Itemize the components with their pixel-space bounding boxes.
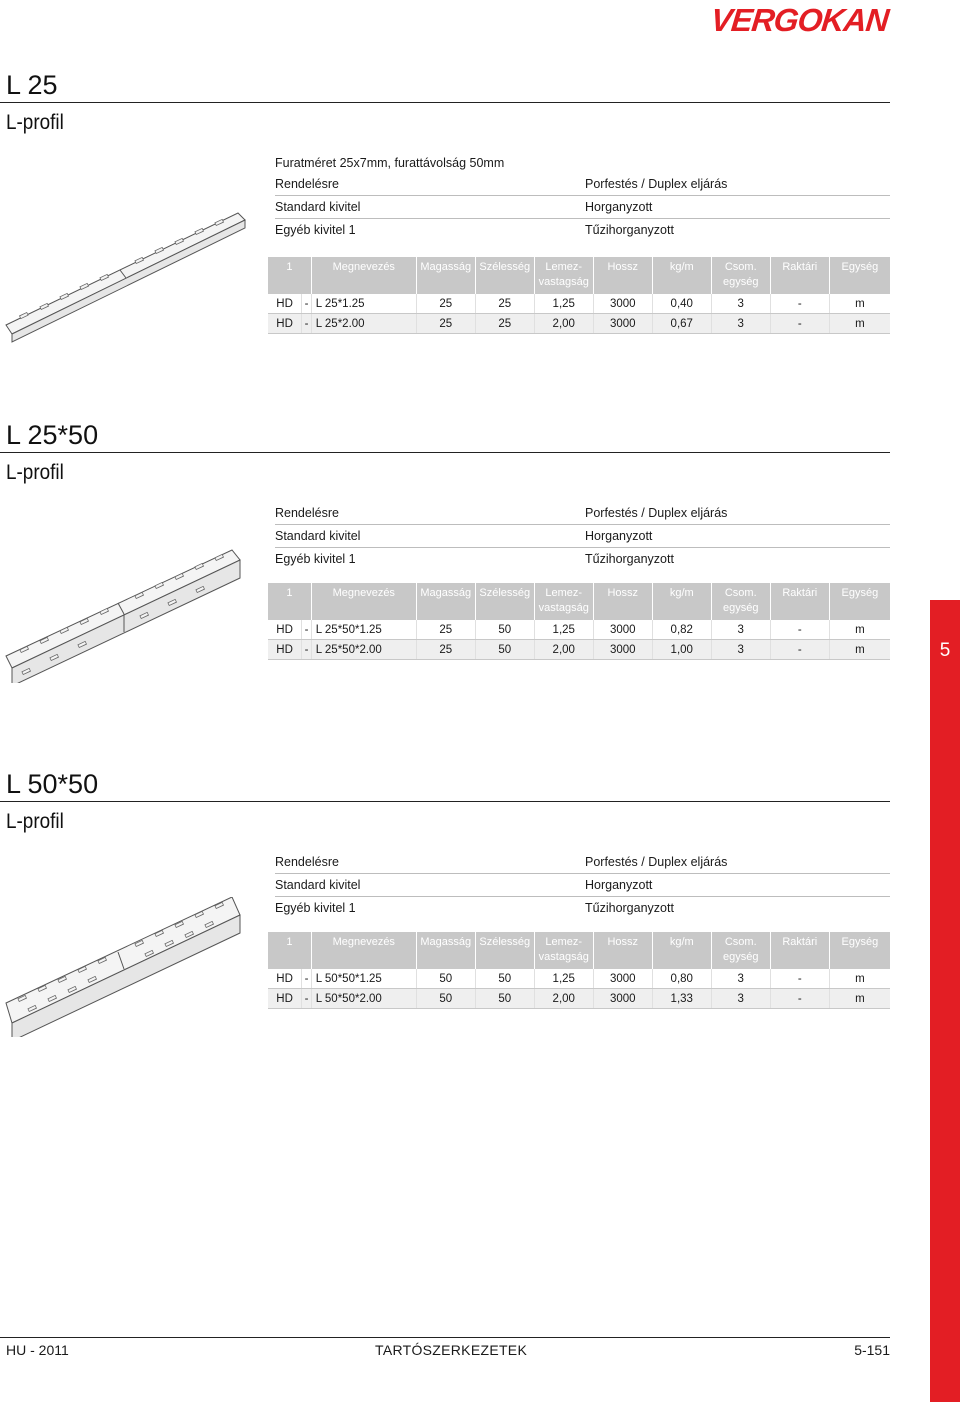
cell: 1,33 xyxy=(652,989,711,1009)
cell: 3 xyxy=(711,314,770,334)
col-header: kg/m xyxy=(652,932,711,969)
chapter-number: 5 xyxy=(939,640,951,661)
table-header-row xyxy=(268,257,890,294)
cell: 0,67 xyxy=(652,314,711,334)
col-header-line: egység xyxy=(723,951,759,963)
col-header: Megnevezés xyxy=(311,932,416,969)
brand-logo-text: VERGOKAN xyxy=(709,1,890,38)
table-row xyxy=(268,969,890,989)
table-row xyxy=(268,620,890,640)
footer-chapter-title: TARTÓSZERKEZETEK xyxy=(375,1342,528,1358)
cell: 1,00 xyxy=(652,640,711,660)
col-header: Magasság xyxy=(416,932,475,969)
col-header-line: vastagság xyxy=(538,276,589,288)
option-value: Tűzihorganyzott xyxy=(585,223,674,237)
cell: 1,25 xyxy=(534,620,593,640)
table-row xyxy=(268,314,890,334)
col-header xyxy=(534,257,593,294)
option-row xyxy=(275,219,890,241)
col-header xyxy=(534,583,593,620)
cell: 50 xyxy=(475,620,534,640)
cell: - xyxy=(302,620,312,640)
cell: - xyxy=(770,294,829,314)
cell: HD xyxy=(268,989,302,1009)
col-header: Szélesség xyxy=(475,257,534,294)
option-label: Rendelésre xyxy=(275,855,339,869)
col-header: Hossz xyxy=(593,257,652,294)
brand-logo xyxy=(711,2,888,38)
table-row xyxy=(268,989,890,1009)
cell: 2,00 xyxy=(534,314,593,334)
option-label: Rendelésre xyxy=(275,177,339,191)
table-row xyxy=(268,294,890,314)
col-header-line: Lemez- xyxy=(545,261,583,273)
cell: L 50*50*2.00 xyxy=(311,989,416,1009)
cell: 25 xyxy=(475,294,534,314)
section-subtitle: L-profil xyxy=(6,461,64,484)
cell: - xyxy=(770,969,829,989)
table-header-row xyxy=(268,932,890,969)
product-table xyxy=(268,583,890,660)
option-label: Standard kivitel xyxy=(275,529,361,543)
table-header-row xyxy=(268,583,890,620)
cell: - xyxy=(770,314,829,334)
col-header-line: Lemez- xyxy=(545,936,583,948)
col-header: Hossz xyxy=(593,932,652,969)
cell: 50 xyxy=(416,989,475,1009)
option-row xyxy=(275,548,890,570)
option-row xyxy=(275,525,890,548)
chapter-tab xyxy=(930,600,960,1402)
section-title: L 50*50 xyxy=(6,769,99,799)
option-value: Horganyzott xyxy=(585,878,653,892)
col-header-line: Csom. xyxy=(724,261,757,273)
col-header: Egység xyxy=(829,257,890,294)
page-footer xyxy=(0,1337,890,1358)
cell: 3 xyxy=(711,294,770,314)
option-row xyxy=(275,173,890,196)
col-header: 1 xyxy=(268,583,311,620)
col-header: Magasság xyxy=(416,257,475,294)
cell: - xyxy=(770,620,829,640)
option-value: Porfestés / Duplex eljárás xyxy=(585,506,728,520)
col-header: 1 xyxy=(268,257,311,294)
cell: 25 xyxy=(416,620,475,640)
section-subtitle: L-profil xyxy=(6,111,64,134)
cell: HD xyxy=(268,969,302,989)
col-header: Szélesség xyxy=(475,932,534,969)
cell: 3000 xyxy=(593,314,652,334)
options-block xyxy=(275,851,890,919)
option-value: Horganyzott xyxy=(585,529,653,543)
col-header: Szélesség xyxy=(475,583,534,620)
product-table xyxy=(268,257,890,334)
col-header xyxy=(711,257,770,294)
option-label: Standard kivitel xyxy=(275,200,361,214)
col-header: Egység xyxy=(829,932,890,969)
cell: 3 xyxy=(711,640,770,660)
cell: 2,00 xyxy=(534,989,593,1009)
section-divider xyxy=(0,452,890,453)
option-label: Standard kivitel xyxy=(275,878,361,892)
l-profile-illustration xyxy=(0,897,260,1037)
cell: 0,40 xyxy=(652,294,711,314)
col-header: Raktári xyxy=(770,257,829,294)
hole-spec-note: Furatméret 25x7mm, furattávolság 50mm xyxy=(275,156,505,170)
col-header xyxy=(534,932,593,969)
cell: 1,25 xyxy=(534,969,593,989)
option-row xyxy=(275,502,890,525)
cell: 25 xyxy=(475,314,534,334)
options-block xyxy=(275,502,890,570)
section-divider xyxy=(0,801,890,802)
footer-page-number: 5-151 xyxy=(854,1342,890,1358)
col-header: Hossz xyxy=(593,583,652,620)
cell: 50 xyxy=(416,969,475,989)
cell: 3 xyxy=(711,620,770,640)
cell: 3000 xyxy=(593,989,652,1009)
cell: 3000 xyxy=(593,640,652,660)
cell: m xyxy=(829,989,890,1009)
col-header xyxy=(711,583,770,620)
option-value: Tűzihorganyzott xyxy=(585,552,674,566)
option-label: Egyéb kivitel 1 xyxy=(275,901,356,915)
option-label: Egyéb kivitel 1 xyxy=(275,223,356,237)
cell: - xyxy=(302,314,312,334)
cell: HD xyxy=(268,620,302,640)
cell: HD xyxy=(268,314,302,334)
l-profile-illustration xyxy=(0,210,260,345)
cell: 3 xyxy=(711,989,770,1009)
cell: 3 xyxy=(711,969,770,989)
option-value: Porfestés / Duplex eljárás xyxy=(585,177,728,191)
cell: 0,82 xyxy=(652,620,711,640)
cell: 50 xyxy=(475,989,534,1009)
col-header-line: Csom. xyxy=(724,587,757,599)
cell: 3000 xyxy=(593,620,652,640)
cell: 1,25 xyxy=(534,294,593,314)
cell: m xyxy=(829,969,890,989)
section-divider xyxy=(0,102,890,103)
product-table xyxy=(268,932,890,1009)
section-title: L 25 xyxy=(6,70,58,100)
cell: HD xyxy=(268,640,302,660)
cell: L 50*50*1.25 xyxy=(311,969,416,989)
cell: L 25*1.25 xyxy=(311,294,416,314)
cell: HD xyxy=(268,294,302,314)
l-profile-illustration xyxy=(0,548,260,683)
option-row xyxy=(275,874,890,897)
col-header-line: Csom. xyxy=(724,936,757,948)
cell: - xyxy=(770,640,829,660)
option-value: Tűzihorganyzott xyxy=(585,901,674,915)
cell: 50 xyxy=(475,640,534,660)
col-header xyxy=(711,932,770,969)
cell: - xyxy=(302,989,312,1009)
col-header: Megnevezés xyxy=(311,583,416,620)
cell: 50 xyxy=(475,969,534,989)
option-value: Horganyzott xyxy=(585,200,653,214)
cell: 25 xyxy=(416,314,475,334)
section-subtitle: L-profil xyxy=(6,810,64,833)
cell: - xyxy=(302,294,312,314)
col-header-line: vastagság xyxy=(538,602,589,614)
cell: 25 xyxy=(416,640,475,660)
section-title: L 25*50 xyxy=(6,420,99,450)
cell: 25 xyxy=(416,294,475,314)
cell: 0,80 xyxy=(652,969,711,989)
col-header: Megnevezés xyxy=(311,257,416,294)
cell: m xyxy=(829,294,890,314)
col-header-line: egység xyxy=(723,602,759,614)
col-header: Egység xyxy=(829,583,890,620)
cell: - xyxy=(302,969,312,989)
col-header-line: vastagság xyxy=(538,951,589,963)
option-row xyxy=(275,196,890,219)
option-row xyxy=(275,851,890,874)
option-label: Rendelésre xyxy=(275,506,339,520)
col-header: kg/m xyxy=(652,257,711,294)
cell: - xyxy=(770,989,829,1009)
cell: L 25*2.00 xyxy=(311,314,416,334)
cell: 2,00 xyxy=(534,640,593,660)
col-header: 1 xyxy=(268,932,311,969)
col-header-line: Lemez- xyxy=(545,587,583,599)
option-row xyxy=(275,897,890,919)
col-header: Raktári xyxy=(770,932,829,969)
col-header: Raktári xyxy=(770,583,829,620)
option-value: Porfestés / Duplex eljárás xyxy=(585,855,728,869)
cell: L 25*50*1.25 xyxy=(311,620,416,640)
cell: 3000 xyxy=(593,969,652,989)
cell: m xyxy=(829,314,890,334)
footer-edition: HU - 2011 xyxy=(6,1342,69,1358)
options-block xyxy=(275,153,890,241)
cell: 3000 xyxy=(593,294,652,314)
cell: m xyxy=(829,640,890,660)
cell: - xyxy=(302,640,312,660)
cell: m xyxy=(829,620,890,640)
col-header-line: egység xyxy=(723,276,759,288)
table-row xyxy=(268,640,890,660)
col-header: kg/m xyxy=(652,583,711,620)
cell: L 25*50*2.00 xyxy=(311,640,416,660)
col-header: Magasság xyxy=(416,583,475,620)
option-label: Egyéb kivitel 1 xyxy=(275,552,356,566)
